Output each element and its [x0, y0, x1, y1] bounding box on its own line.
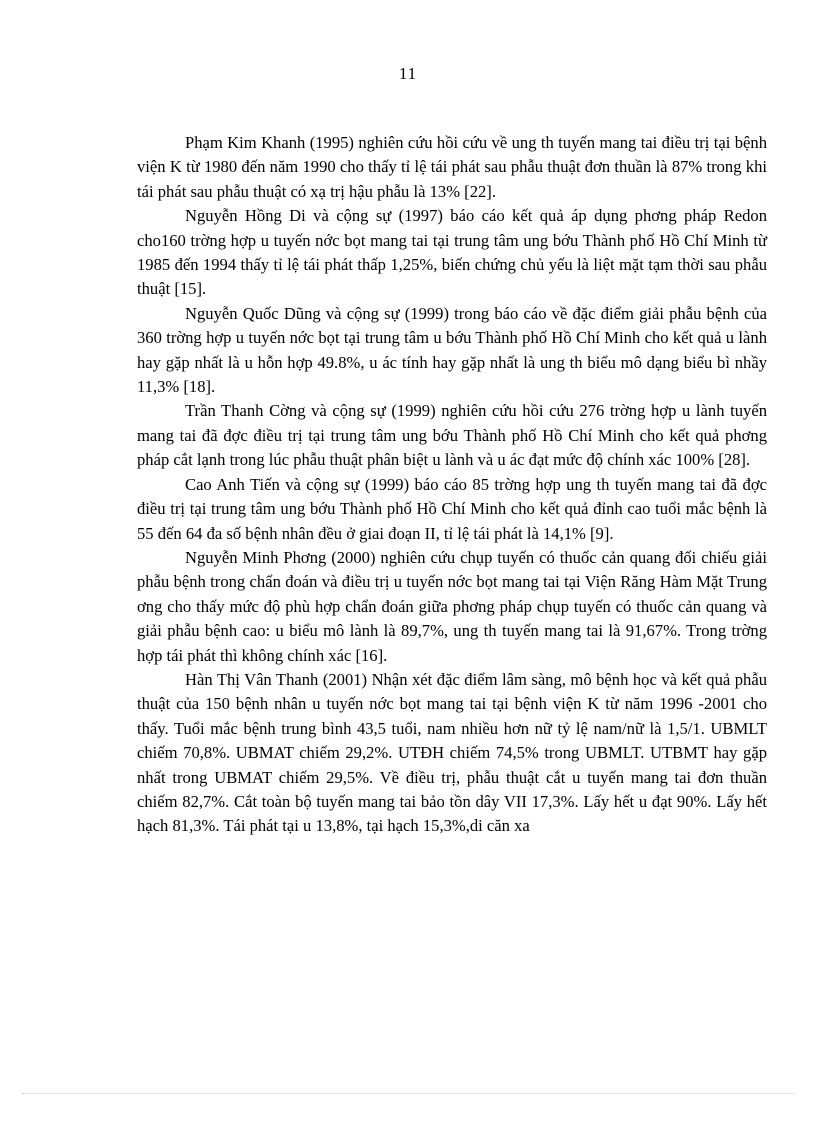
body-text — [137, 131, 767, 839]
paragraph-nguyen-minh-phuong: Nguyễn Minh Phơng (2000) nghiên cứu chụp tuyến có thuốc cản quang đối chiếu giải phẫu bệnh trong chẩn đoán và điều trị u tuyến nớc bọt mang tai tại Viện Răng Hàm Mặt Trung ơng cho thấy mức độ phù hợp chẩn đoán giữa phơng pháp chụp tuyến có thuốc cản quang và giải phẫu bệnh cao: u biểu mô lành là 89,7%, ung th tuyến mang tai là 91,67%. Trong trờng hợp tái phát thì không chính xác [16]. — [137, 547, 767, 665]
paragraph-nguyen-quoc-dung: Nguyễn Quốc Dũng và cộng sự (1999) trong báo cáo về đặc điểm giải phẫu bệnh của 360 trờng hợp u tuyến nớc bọt tại trung tâm u bớu Thành phố Hồ Chí Minh cho kết quả u lành hay gặp nhất là u hỗn hợp 49.8%, u ác tính hay gặp nhất là ung th biểu mô dạng biểu bì nhầy 11,3% [18]. — [137, 303, 767, 397]
paragraph-nguyen-hong-di: Nguyễn Hồng Di và cộng sự (1997) báo cáo kết quả áp dụng phơng pháp Redon cho160 trờng hợp u tuyến nớc bọt mang tai tại trung tâm ung bớu Thành phố Hồ Chí Minh từ 1985 đến 1994 thấy tỉ lệ tái phát thấp 1,25%, biến chứng chủ yếu là liệt mặt tạm thời sau phẫu thuật [15]. — [137, 206, 767, 299]
paragraph-cao-anh-tien: Cao Anh Tiến và cộng sự (1999) báo cáo 85 trờng hợp ung th tuyến mang tai đã đợc điều trị tại trung tâm ung bớu Thành phố Hồ Chí Minh cho kết quả đỉnh cao tuổi mắc bệnh là 55 đến 64 đa số bệnh nhân đều ở giai đoạn II, tỉ lệ tái phát là 14,1% [9]. — [137, 474, 767, 543]
paragraph-han-thi-van-thanh: Hàn Thị Vân Thanh (2001) Nhận xét đặc điểm lâm sàng, mô bệnh học và kết quả phẫu thuật của 150 bệnh nhân u tuyến nớc bọt mang tai tại bệnh viện K từ năm 1996 -2001 cho thấy. Tuổi mắc bệnh trung bình 43,5 tuổi, nam nhiều hơn nữ tỷ lệ nam/nữ là 1,5/1. UBMLT chiếm 70,8%. UBMAT chiếm 29,2%. UTĐH chiếm 74,5% trong UBMLT. UTBMT hay gặp nhất trong UBMAT chiếm 29,5%. Về điều trị, phẫu thuật cắt u tuyến mang tai đơn thuần chiếm 82,7%. Cắt toàn bộ tuyến mang tai bảo tồn dây VII 17,3%. Lấy hết u đạt 90%. Lấy hết hạch 81,3%. Tái phát tại u 13,8%, tại hạch 15,3%,di căn xa — [137, 669, 767, 836]
paragraph-pham-kim-khanh: Phạm Kim Khanh (1995) nghiên cứu hồi cứu về ung th tuyến mang tai điều trị tại bệnh viện K từ 1980 đến năm 1990 cho thấy tỉ lệ tái phát sau phẫu thuật đơn thuần là 87% trong khi tái phát sau phẫu thuật có xạ trị hậu phẫu là 13% [22]. — [137, 133, 767, 201]
paragraph-tran-thanh-cuong: Trần Thanh Cờng và cộng sự (1999) nghiên cứu hồi cứu 276 trờng hợp u lành tuyến mang tai đã đợc điều trị tại trung tâm ung bớu Thành phố Hồ Chí Minh cho kết quả phơng pháp cắt lạnh trong lúc phẫu thuật phân biệt u lành và u ác đạt mức độ chính xác 100% [28]. — [137, 401, 767, 470]
page-number: 11 — [398, 64, 418, 83]
footer-divider — [22, 1093, 794, 1094]
